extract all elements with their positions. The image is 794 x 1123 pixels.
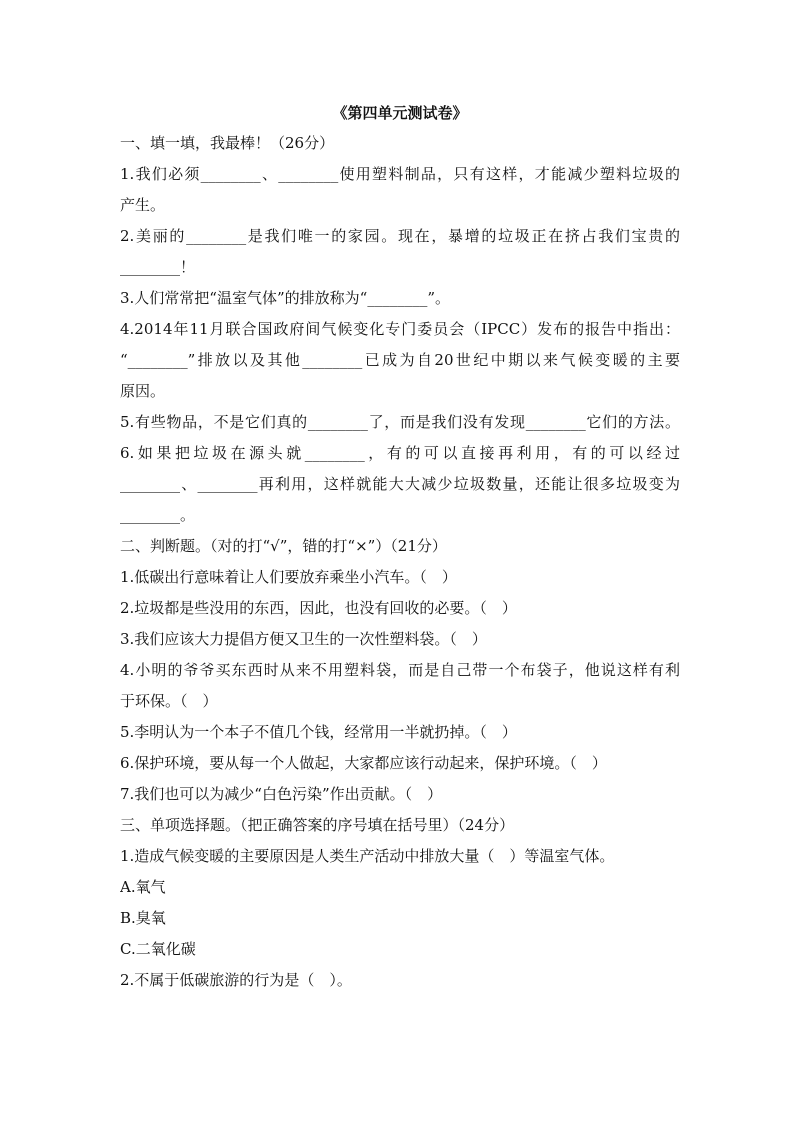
page-title: 《第四单元测试卷》 [332,104,468,122]
section-1-heading: 一、填一填，我最棒！（26分） [120,134,335,152]
question-2-4-line-1: 4.小明的爷爷买东西时从来不用塑料袋，而是自己带一个布袋子，他说这样有利 [120,661,680,679]
question-1-6-line-3: ________。 [120,506,196,524]
question-1-6-line-2: ________、________再利用，这样就能大大减少垃圾数量，还能让很多垃圾变为 [120,475,680,493]
question-1-2-line-1: 2.美丽的________是我们唯一的家园。现在，暴增的垃圾正在挤占我们宝贵的 [120,227,680,245]
question-2-5: 5.李明认为一个本子不值几个钱，经常用一半就扔掉。（ ） [120,723,517,741]
question-3-1-option-c: C.二氧化碳 [120,940,196,958]
question-1-2-line-2: ________！ [120,258,196,276]
question-1-3: 3.人们常常把“温室气体”的排放称为“________”。 [120,289,450,307]
section-3-heading: 三、单项选择题。（把正确答案的序号填在括号里）（24分） [120,816,515,834]
document-page [120,100,680,996]
question-1-5: 5.有些物品，不是它们真的________了，而是我们没有发现________它们的方法。 [120,413,680,431]
question-1-1-line-2: 产生。 [120,196,166,214]
question-2-2: 2.垃圾都是些没用的东西，因此，也没有回收的必要。（ ） [120,599,517,617]
question-1-4-line-2: “________”排放以及其他________已成为自20世纪中期以来气候变暖的主要 [120,351,680,369]
question-2-7: 7.我们也可以为减少“白色污染”作出贡献。（ ） [120,785,443,803]
question-1-6-line-1: 6.如果把垃圾在源头就________，有的可以直接再利用，有的可以经过 [120,444,680,462]
question-3-1-option-a: A.氧气 [120,878,166,896]
question-2-6: 6.保护环境，要从每一个人做起，大家都应该行动起来，保护环境。（ ） [120,754,607,772]
question-2-3: 3.我们应该大力提倡方便又卫生的一次性塑料袋。（ ） [120,630,487,648]
question-2-1: 1.低碳出行意味着让人们要放弃乘坐小汽车。（ ） [120,568,457,586]
question-1-4-line-3: 原因。 [120,382,166,400]
question-3-1-option-b: B.臭氧 [120,909,166,927]
question-2-4-line-2: 于环保。（ ） [120,692,218,710]
question-1-4-line-1: 4.2014年11月联合国政府间气候变化专门委员会（IPCC）发布的报告中指出： [120,320,680,338]
question-3-1: 1.造成气候变暖的主要原因是人类生产活动中排放大量（ ）等温室气体。 [120,847,615,865]
question-3-2: 2.不属于低碳旅游的行为是（ ）。 [120,971,352,989]
question-1-1-line-1: 1.我们必须________、________使用塑料制品，只有这样，才能减少塑料垃圾的 [120,165,680,183]
section-2-heading: 二、判断题。（对的打“√”，错的打“×”）（21分） [120,537,447,555]
